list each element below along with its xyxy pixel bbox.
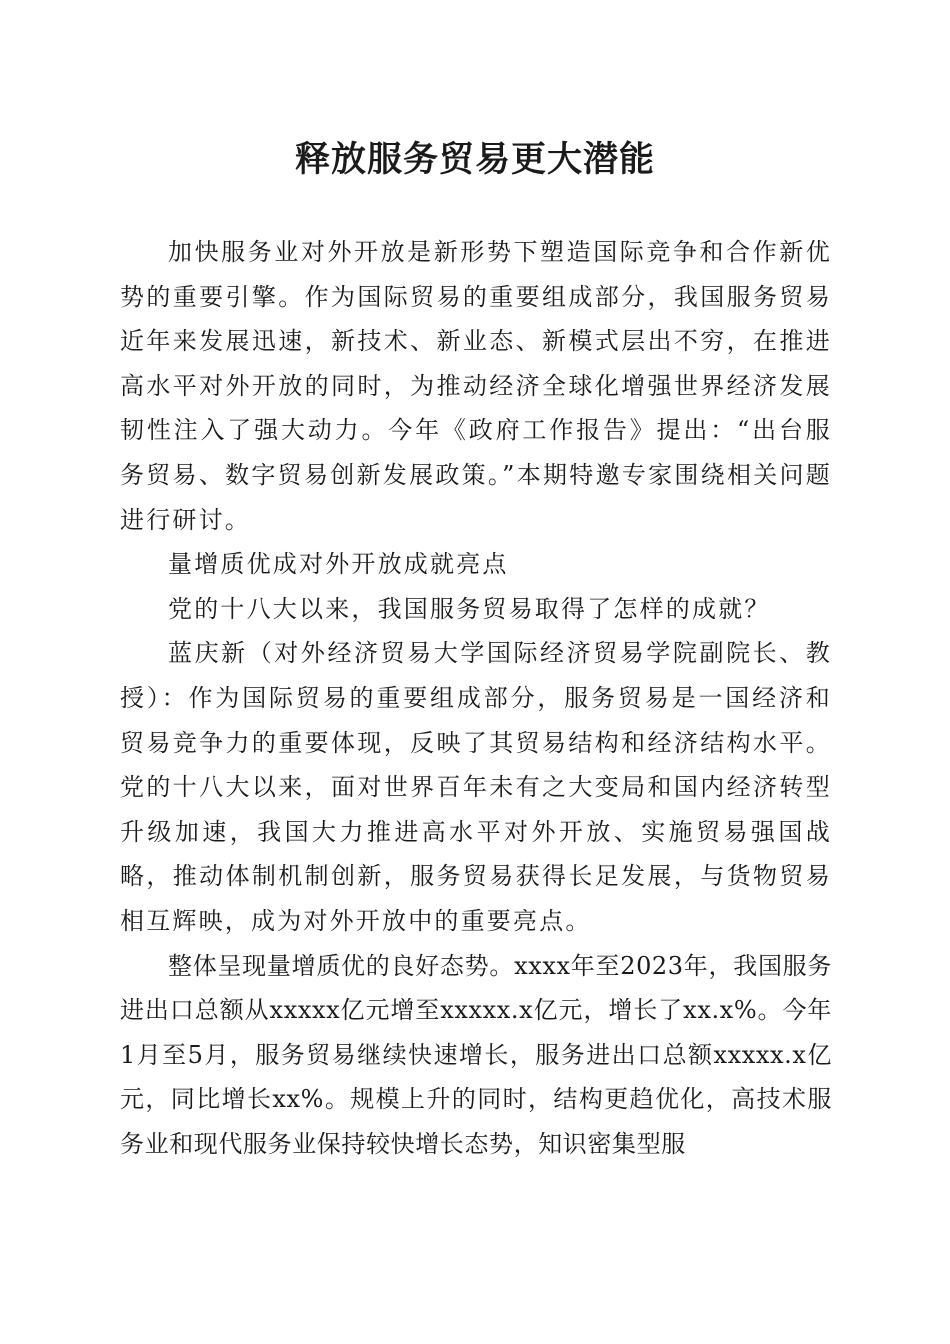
question-paragraph: 党的十八大以来，我国服务贸易取得了怎样的成就？ (168, 594, 771, 623)
document-body (120, 230, 832, 1166)
intro-paragraph: 加快服务业对外开放是新形势下塑造国际竞争和合作新优势的重要引擎。作为国际贸易的重要组成部分，我国服务贸易近年来发展迅速，新技术、新业态、新模式层出不穷，在推进高水平对外开放的同时，为推动经济全球化增强世界经济发展韧性注入了强大动力。今年《政府工作报告》提出：“出台服务贸易、数字贸易创新发展政策。”本期特邀专家围绕相关问题进行研讨。 (120, 238, 832, 534)
document-title: 释放服务贸易更大潜能 (294, 139, 655, 180)
answer-paragraph: 蓝庆新（对外经济贸易大学国际经济贸易学院副院长、教授）：作为国际贸易的重要组成部分，服务贸易是一国经济和贸易竞争力的重要体现，反映了其贸易结构和经济结构水平。党的十八大以来，面对世界百年未有之大变局和国内经济转型升级加速，我国大力推进高水平对外开放、实施贸易强国战略，推动体制机制创新，服务贸易获得长足发展，与货物贸易相互辉映，成为对外开放中的重要亮点。 (120, 639, 832, 935)
data-paragraph: 整体呈现量增质优的良好态势。xxxx年至2023年，我国服务进出口总额从xxxxx亿元增至xxxxx.x亿元，增长了xx.x%。今年1月至5月，服务贸易继续快速增长，服务进出口总额xxxxx.x亿元，同比增长xx%。规模上升的同时，结构更趋优化，高技术服务业和现代服务业保持较快增长态势，知识密集型服 (120, 951, 832, 1158)
section-heading: 量增质优成对外开放成就亮点 (168, 550, 509, 579)
